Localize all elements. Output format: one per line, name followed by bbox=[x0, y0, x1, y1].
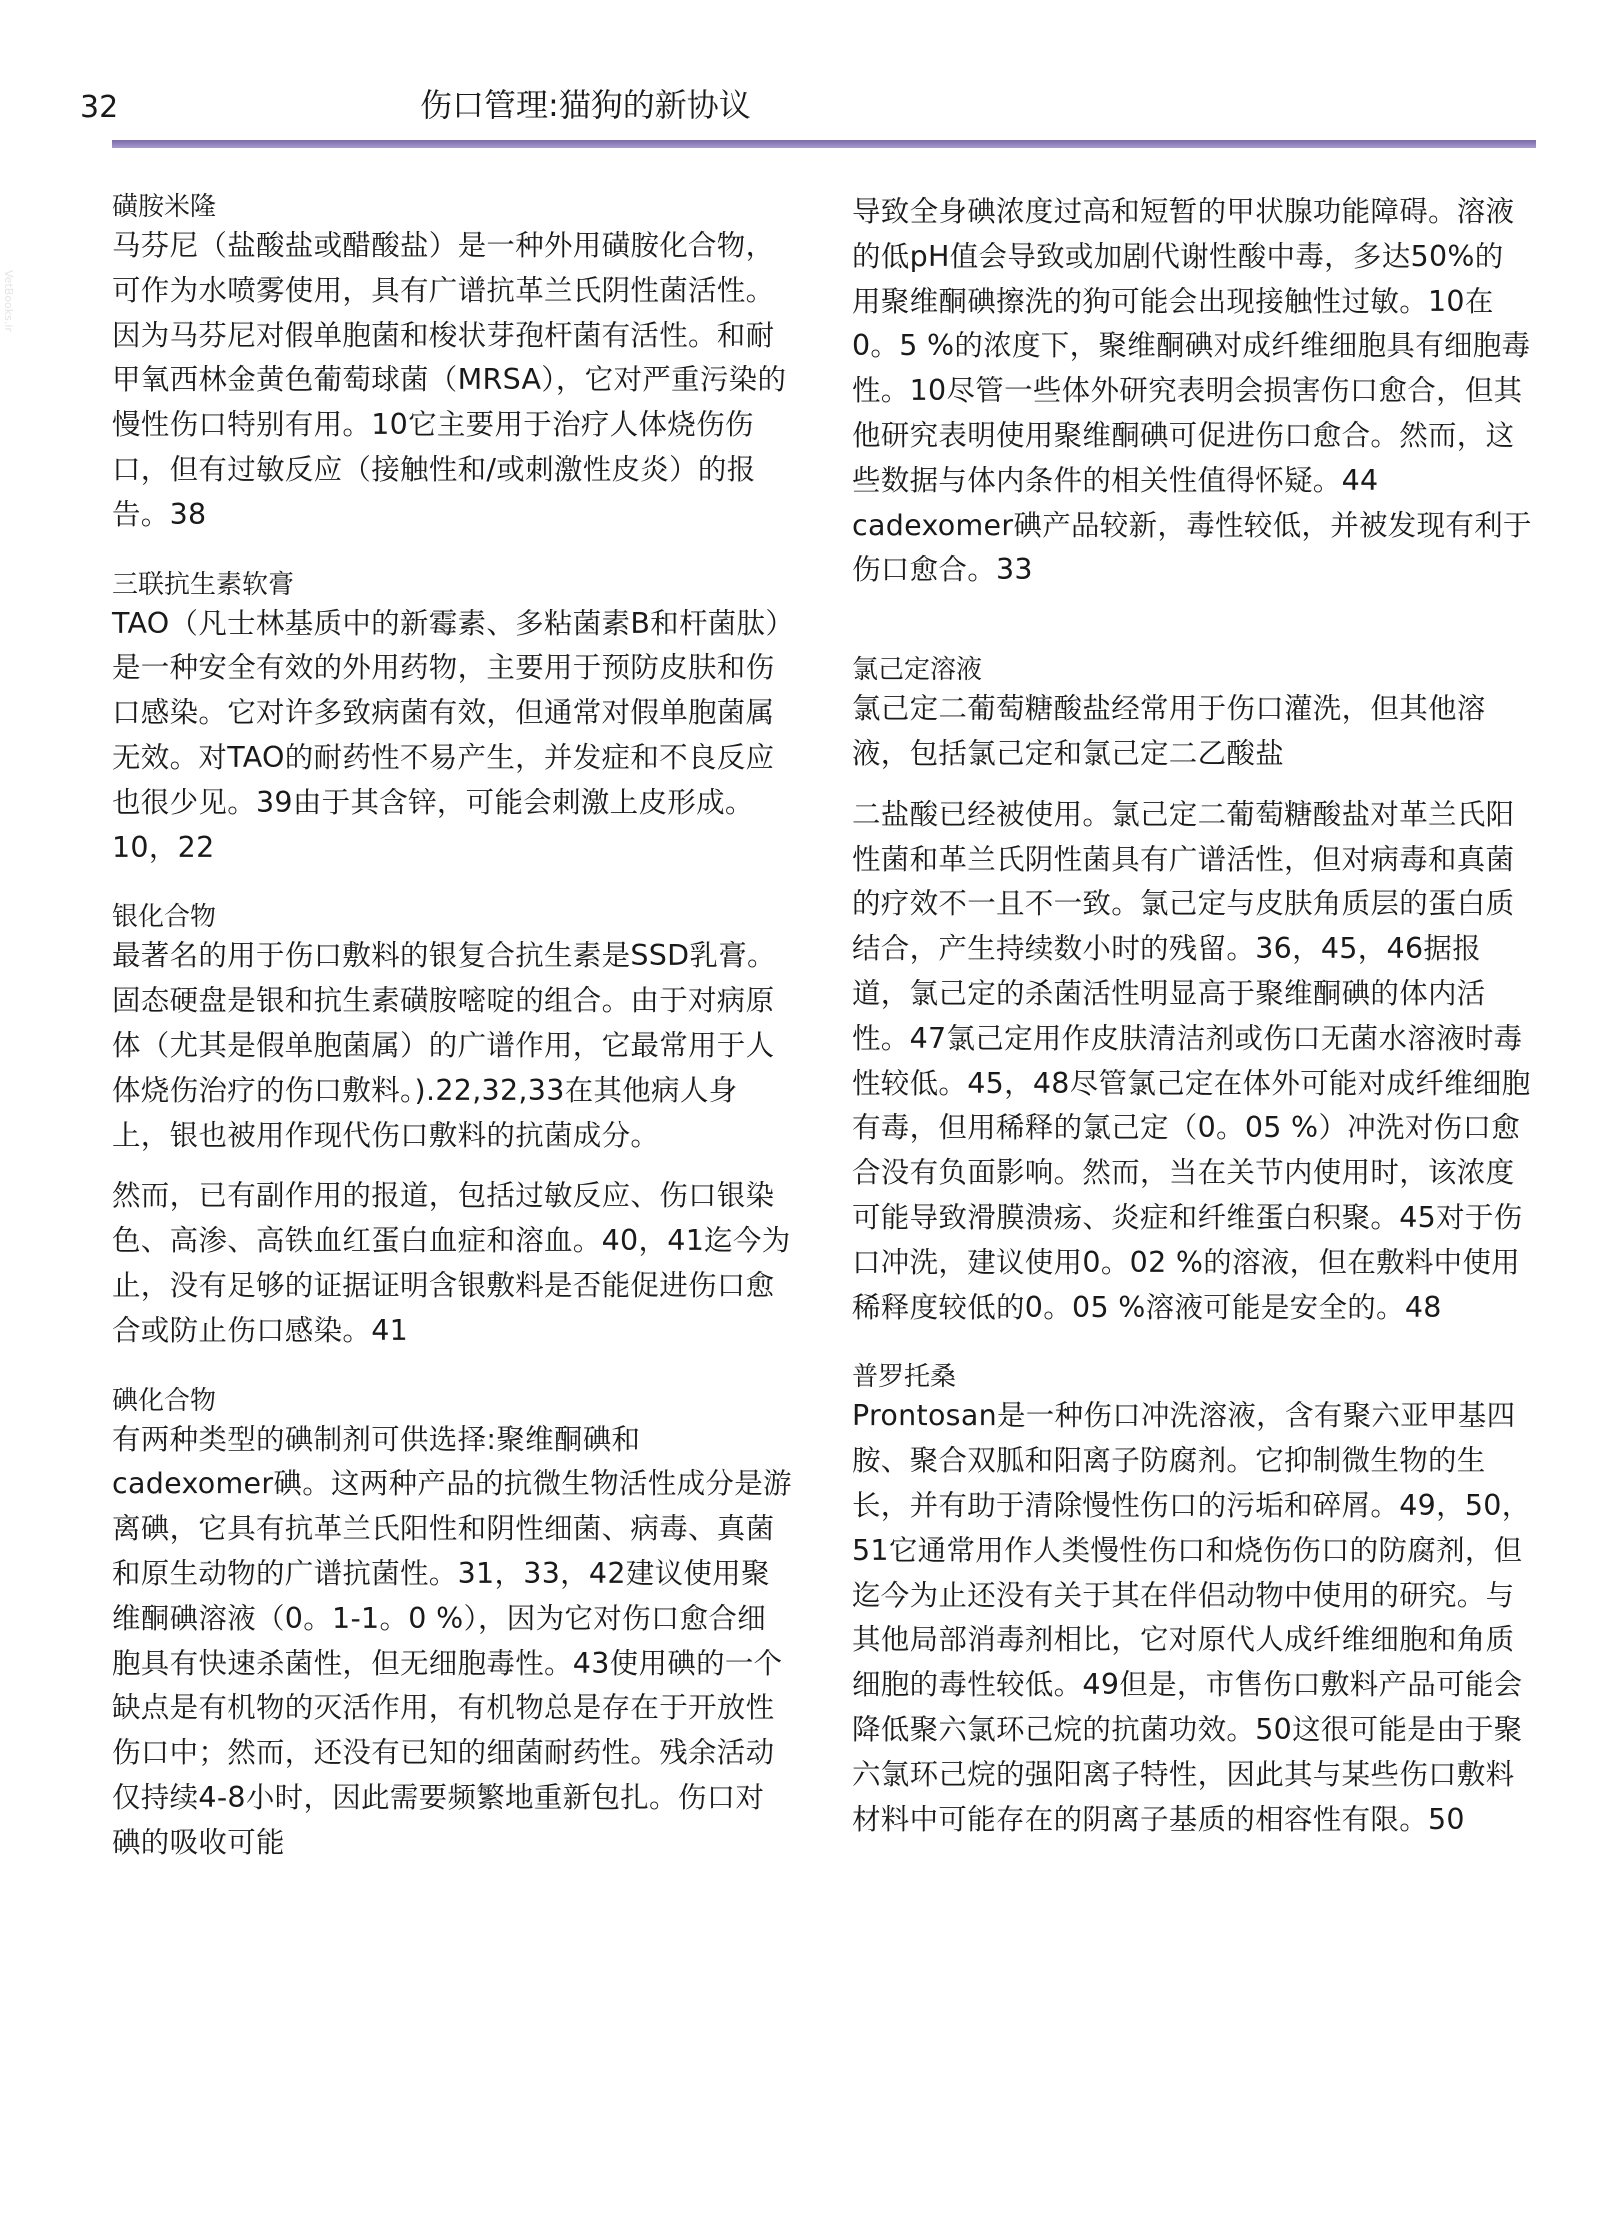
paragraph: 最著名的用于伤口敷料的银复合抗生素是SSD乳膏。固态硬盘是银和抗生素磺胺嘧啶的组合。由于对病原体（尤其是假单胞菌属）的广谱作用，它最常用于人体烧伤治疗的伤口敷料。).22,32,33在其他病人身上，银也被用作现代伤口敷料的抗菌成分。 bbox=[112, 939, 776, 1152]
watermark: VetBooks.ir bbox=[2, 270, 15, 332]
paragraph: 氯己定二葡萄糖酸盐经常用于伤口灌洗，但其他溶液，包括氯己定和氯己定二乙酸盐 bbox=[852, 692, 1486, 770]
section-heading: 银化合物 bbox=[112, 902, 217, 933]
header-rule bbox=[112, 140, 1536, 148]
section-heading: 普罗托桑 bbox=[852, 1362, 957, 1393]
paragraph: 有两种类型的碘制剂可供选择:聚维酮碘和cadexomer碘。这两种产品的抗微生物活性成分是游离碘，它具有抗革兰氏阳性和阴性细菌、病毒、真菌和原生动物的广谱抗菌性。31，33，42建议使用聚维酮碘溶液（0。1-1。0 %），因为它对伤口愈合细胞具有快速杀菌性，但无细胞毒性。43使用碘的一个缺点是有机物的灭活作用，有机物总是存在于开放性伤口中；然而，还没有已知的细菌耐药性。残余活动仅持续4-8小时，因此需要频繁地重新包扎。伤口对碘的吸收可能 bbox=[112, 1422, 792, 1859]
page-number: 32 bbox=[80, 90, 119, 125]
paragraph: 导致全身碘浓度过高和短暂的甲状腺功能障碍。溶液的低pH值会导致或加剧代谢性酸中毒，多达50%的用聚维酮碘擦洗的狗可能会出现接触性过敏。10在0。5 %的浓度下，聚维酮碘对成纤维细胞具有细胞毒性。10尽管一些体外研究表明会损害伤口愈合，但其他研究表明使用聚维酮碘可促进伤口愈合。然而，这些数据与体内条件的相关性值得怀疑。44 cadexomer碘产品较新，毒性较低，并被发现有利于伤口愈合。33 bbox=[852, 195, 1532, 587]
section-silver bbox=[112, 900, 792, 1353]
paragraph: 二盐酸已经被使用。氯己定二葡萄糖酸盐对革兰氏阳性菌和革兰氏阴性菌具有广谱活性，但对病毒和真菌的疗效不一且不一致。氯己定与皮肤角质层的蛋白质结合，产生持续数小时的残留。36，45，46据报道，氯己定的杀菌活性明显高于聚维酮碘的体内活性。47氯己定用作皮肤清洁剂或伤口无菌水溶液时毒性较低。45，48尽管氯己定在体外可能对成纤维细胞有毒，但用稀释的氯己定（0。05 %）冲洗对伤口愈合没有负面影响。然而，当在关节内使用时，该浓度可能导致滑膜溃疡、炎症和纤维蛋白积聚。45对于伤口冲洗，建议使用0。02 %的溶液，但在敷料中使用稀释度较低的0。05 %溶液可能是安全的。48 bbox=[852, 797, 1531, 1324]
paragraph: Prontosan是一种伤口冲洗溶液，含有聚六亚甲基四胺、聚合双胍和阳离子防腐剂。它抑制微生物的生长，并有助于清除慢性伤口的污垢和碎屑。49，50，51它通常用作人类慢性伤口和烧伤伤口的防腐剂，但迄今为止还没有关于其在伴侣动物中使用的研究。与其他局部消毒剂相比，它对原代人成纤维细胞和角质细胞的毒性较低。49但是，市售伤口敷料产品可能会降低聚六氯环己烷的抗菌功效。50这很可能是由于聚六氯环己烷的强阳离子特性，因此其与某些伤口敷料材料中可能存在的阴离子基质的相容性有限。50 bbox=[852, 1399, 1531, 1836]
section-heading: 三联抗生素软膏 bbox=[112, 569, 295, 600]
section-prontosan bbox=[852, 1360, 1532, 1842]
right-column bbox=[852, 190, 1532, 1872]
section-iodine-continued bbox=[852, 190, 1532, 593]
section-heading: 磺胺米隆 bbox=[112, 192, 217, 222]
paragraph: TAO（凡士林基质中的新霉素、多粘菌素B和杆菌肽）是一种安全有效的外用药物，主要用于预防皮肤和伤口感染。它对许多致病菌有效，但通常对假单胞菌属无效。对TAO的耐药性不易产生，并发症和不良反应也很少见。39由于其含锌，可能会刺激上皮形成。10，22 bbox=[112, 606, 780, 864]
section-heading: 碘化合物 bbox=[112, 1385, 217, 1416]
section-mafenide bbox=[112, 190, 792, 538]
left-column bbox=[112, 190, 792, 1896]
section-iodine bbox=[112, 1384, 792, 1866]
section-chlorhexidine bbox=[852, 653, 1532, 1330]
running-title: 伤口管理:猫狗的新协议 bbox=[420, 86, 751, 124]
section-triple-antibiotic bbox=[112, 568, 792, 871]
paragraph: 然而，已有副作用的报道，包括过敏反应、伤口银染色、高渗、高铁血红蛋白血症和溶血。40，41迄今为止，没有足够的证据证明含银敷料是否能促进伤口愈合或防止伤口感染。41 bbox=[112, 1179, 791, 1347]
section-heading: 氯己定溶液 bbox=[852, 655, 983, 686]
paragraph: 马芬尼（盐酸盐或醋酸盐）是一种外用磺胺化合物，可作为水喷雾使用，具有广谱抗革兰氏阴性菌活性。因为马芬尼对假单胞菌和梭状芽孢杆菌有活性。和耐甲氧西林金黄色葡萄球菌（MRSA），它对严重污染的慢性伤口特别有用。10它主要用于治疗人体烧伤伤口，但有过敏反应（接触性和/或刺激性皮炎）的报告。38 bbox=[112, 229, 787, 531]
